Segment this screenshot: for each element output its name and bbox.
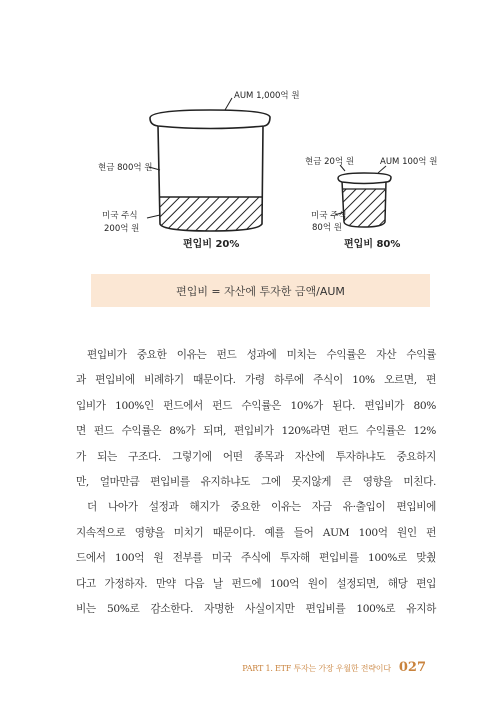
page-footer bbox=[242, 660, 426, 675]
paragraph-1 bbox=[76, 343, 436, 495]
page-number: 027 bbox=[398, 660, 426, 675]
text-line: 드에서 100억 원 전부를 미국 주식에 투자해 편입비를 100%로 맞췄 bbox=[76, 552, 436, 565]
text-line: 가 되는 구조다. 그렇기에 어떤 종목과 자산에 투자하냐도 중요하지 bbox=[76, 450, 436, 463]
small-pot-rim bbox=[338, 173, 391, 184]
pot-illustration bbox=[0, 0, 500, 270]
paragraph-2 bbox=[76, 495, 436, 622]
text-line: 과 편입비에 비례하기 때문이다. 가령 하루에 주식이 10% 오르면, 편 bbox=[76, 374, 436, 387]
text-line: 지속적으로 영향을 미치기 때문이다. 예를 들어 AUM 100억 원인 펀 bbox=[76, 526, 436, 539]
large-pot-cash-label: 현금 800억 원 bbox=[98, 163, 153, 173]
small-pot-stock-fill bbox=[343, 189, 385, 227]
formula-box bbox=[91, 274, 430, 307]
large-pot bbox=[147, 98, 270, 231]
small-pot-stock-label-1: 미국 주식 bbox=[311, 211, 347, 221]
body-text bbox=[76, 343, 436, 622]
text-line: 면 펀드 수익률은 8%가 되며, 편입비가 120%라면 펀드 수익률은 12% bbox=[76, 425, 436, 438]
small-pot-cash-label: 현금 20억 원 bbox=[305, 157, 355, 167]
large-pot-stock-fill bbox=[159, 197, 262, 231]
text-line: 입비가 100%인 펀드에서 펀드 수익률은 10%가 된다. 편입비가 80% bbox=[76, 399, 436, 412]
large-pot-ratio-caption: 편입비 20% bbox=[183, 239, 240, 250]
text-line: 다고 가정하자. 만약 다음 날 펀드에 100억 원이 설정되면, 해당 편입 bbox=[76, 577, 436, 590]
small-pot-stock-label-2: 80억 원 bbox=[312, 223, 342, 233]
part-label: PART 1. ETF 투자는 가장 우월한 전략이다 bbox=[242, 664, 391, 673]
text-line: 더 나아가 설정과 해지가 중요한 이유는 자금 유·출입이 편입비에 bbox=[87, 501, 436, 514]
small-pot-ratio-caption: 편입비 80% bbox=[344, 239, 401, 250]
text-line: 편입비가 중요한 이유는 펀드 성과에 미치는 수익률은 자산 수익률 bbox=[87, 349, 436, 361]
small-pot-aum-label: AUM 100억 원 bbox=[380, 157, 438, 167]
text-line: 만, 얼마만큼 편입비를 유지하냐도 그에 못지않게 큰 영향을 미친다. bbox=[76, 476, 436, 489]
text-line: 비는 50%로 감소한다. 자명한 사실이지만 편입비를 100%로 유지하 bbox=[76, 603, 436, 616]
large-pot-stock-label-1: 미국 주식 bbox=[102, 211, 138, 221]
large-pot-stock-label-2: 200억 원 bbox=[104, 224, 140, 234]
large-pot-aum-label: AUM 1,000억 원 bbox=[234, 91, 300, 101]
formula-text: 편입비 = 자산에 투자한 금액/AUM bbox=[176, 284, 345, 298]
large-pot-rim bbox=[150, 110, 270, 129]
